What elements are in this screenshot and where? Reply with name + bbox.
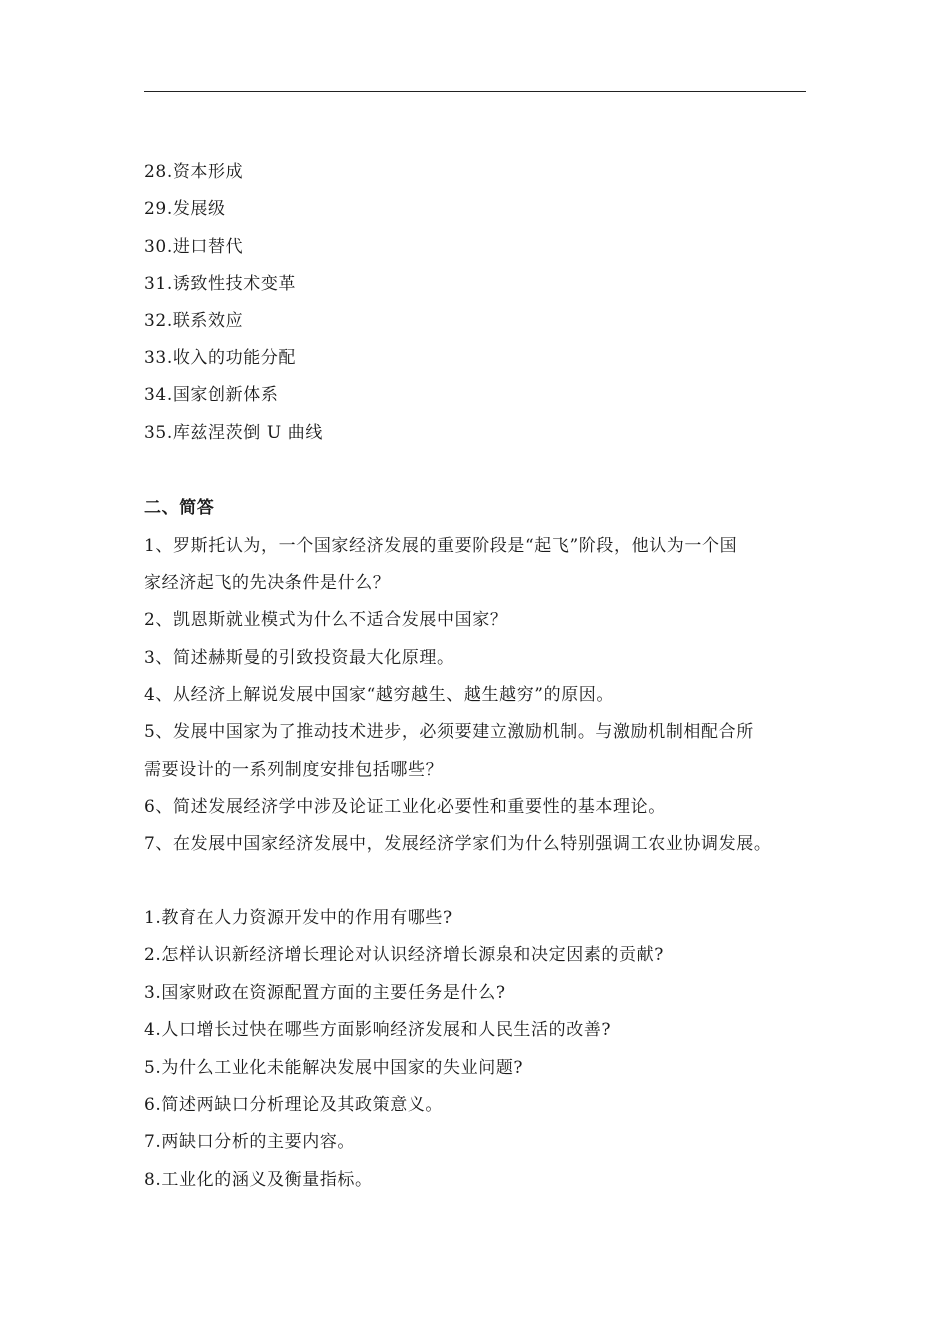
extra-question: 7.两缺口分析的主要内容。 bbox=[144, 1132, 356, 1152]
extra-question: 1.教育在人力资源开发中的作用有哪些? bbox=[144, 908, 453, 928]
term-item: 31.诱致性技术变革 bbox=[144, 274, 297, 294]
extra-question: 8.工业化的涵义及衡量指标。 bbox=[144, 1170, 373, 1190]
extra-question: 5.为什么工业化未能解决发展中国家的失业问题? bbox=[144, 1058, 524, 1078]
extra-question: 3.国家财政在资源配置方面的主要任务是什么? bbox=[144, 983, 506, 1003]
term-item: 29.发展级 bbox=[144, 199, 226, 219]
extra-question: 4.人口增长过快在哪些方面影响经济发展和人民生活的改善? bbox=[144, 1020, 612, 1040]
extra-question: 6.简述两缺口分析理论及其政策意义。 bbox=[144, 1095, 444, 1115]
term-item: 32.联系效应 bbox=[144, 311, 244, 331]
question-line: 5、发展中国家为了推动技术进步，必须要建立激励机制。与激励机制相配合所 bbox=[144, 722, 754, 742]
term-item: 35.库兹涅茨倒 U 曲线 bbox=[144, 423, 323, 443]
term-item: 33.收入的功能分配 bbox=[144, 348, 297, 368]
term-item: 34.国家创新体系 bbox=[144, 385, 279, 405]
question-line: 2、凯恩斯就业模式为什么不适合发展中国家？ bbox=[144, 610, 508, 630]
section-heading: 二、简答 bbox=[144, 498, 215, 518]
term-item: 28.资本形成 bbox=[144, 162, 244, 182]
term-item: 30.进口替代 bbox=[144, 237, 244, 257]
extra-question: 2.怎样认识新经济增长理论对认识经济增长源泉和决定因素的贡献? bbox=[144, 945, 664, 965]
question-line: 家经济起飞的先决条件是什么？ bbox=[144, 573, 391, 593]
question-line: 6、简述发展经济学中涉及论证工业化必要性和重要性的基本理论。 bbox=[144, 797, 666, 817]
question-line: 7、在发展中国家经济发展中，发展经济学家们为什么特别强调工农业协调发展。 bbox=[144, 834, 772, 854]
question-line: 3、简述赫斯曼的引致投资最大化原理。 bbox=[144, 648, 455, 668]
question-line: 4、从经济上解说发展中国家“越穷越生、越生越穷”的原因。 bbox=[144, 685, 614, 705]
question-line: 需要设计的一系列制度安排包括哪些？ bbox=[144, 760, 444, 780]
header-rule bbox=[144, 91, 806, 92]
question-line: 1、罗斯托认为，一个国家经济发展的重要阶段是“起飞”阶段，他认为一个国 bbox=[144, 536, 738, 556]
